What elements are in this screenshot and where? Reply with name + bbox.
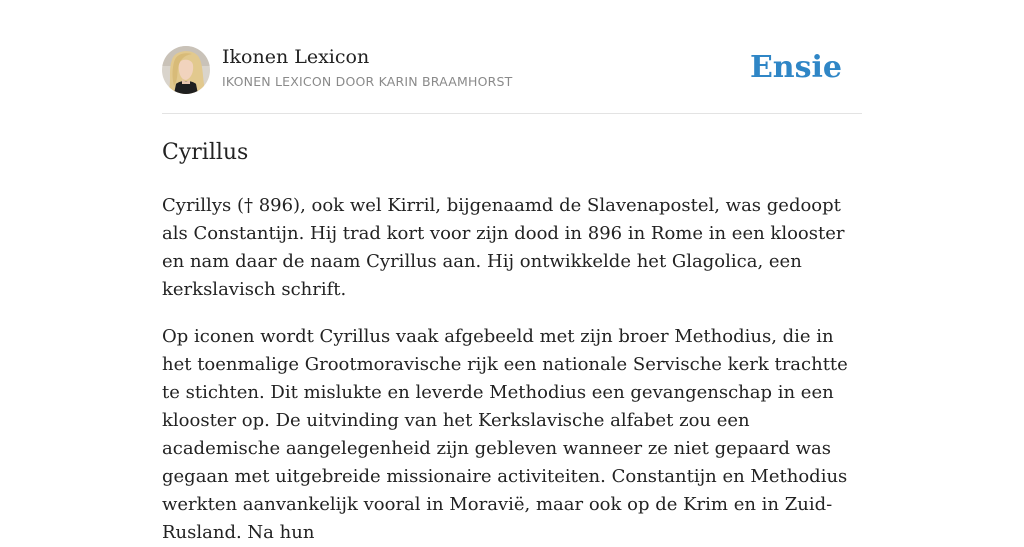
site-subtitle[interactable]: IKONEN LEXICON DOOR KARIN BRAAMHORST bbox=[222, 74, 513, 89]
article-paragraph-1: Cyrillys († 896), ook wel Kirril, bijgenaamd de Slavenapostel, was gedoopt als Constantijn. Hij trad kort voor zijn dood in 896 in Rome in een klooster en nam daar de naam Cyrillus aan. Hij ontwikkelde het Glagolica, een kerkslavisch schrift. bbox=[162, 195, 845, 300]
author-avatar[interactable] bbox=[162, 46, 210, 94]
portrait-icon bbox=[162, 46, 210, 94]
article-title: Cyrillus bbox=[162, 140, 249, 165]
site-title[interactable]: Ikonen Lexicon bbox=[222, 46, 370, 68]
article-paragraph-2: Op iconen wordt Cyrillus vaak afgebeeld met zijn broer Methodius, die in het toenmalige Grootmoravische rijk een nationale Servische kerk trachtte te stichten. Dit mislukte en leverde Methodius een gevangenschap in een klooster op. De uitvinding van het Kerkslavische alfabet zou een academische aangelegenheid zijn gebleven wanneer ze niet gepaard was gegaan met uitgebreide missionaire activiteiten. Constantijn en Methodius werkten aanvankelijk vooral in Moravië, maar ook op de Krim en in Zuid-Rusland. Na hun bbox=[162, 326, 848, 543]
site-header bbox=[162, 0, 862, 114]
page bbox=[162, 0, 862, 547]
ensie-logo-link[interactable]: Ensie bbox=[749, 50, 842, 85]
